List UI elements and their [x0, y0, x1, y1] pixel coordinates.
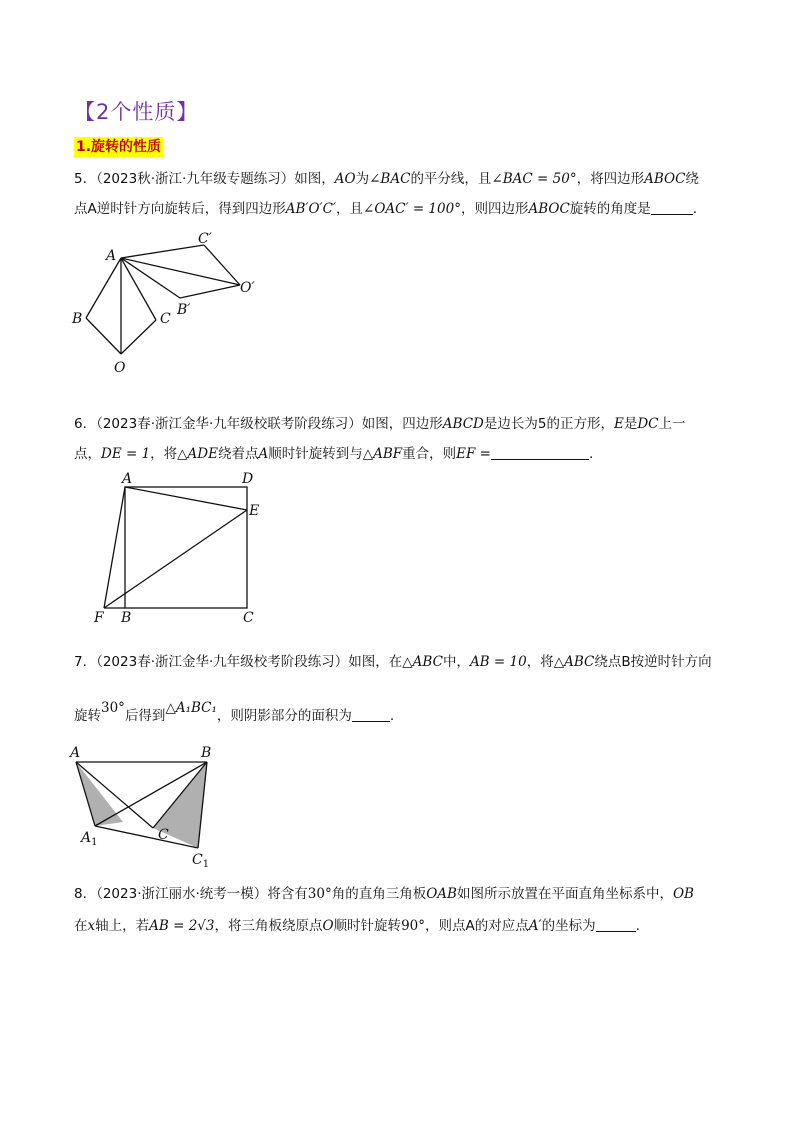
q7-label-A1: $A_1$ [81, 830, 98, 848]
q7-answer-blank[interactable] [352, 707, 390, 722]
q7-shade-left [76, 762, 123, 826]
q6-label-F: F [94, 610, 104, 626]
q8-line-1: 8．（2023·浙江丽水·统考一模）将含有30°角的直角三角板OAB如图所示放置在平面直角坐标系中，OB [74, 886, 694, 902]
q5-label-C-prime: C′ [198, 231, 212, 247]
q8-answer-blank[interactable] [596, 917, 636, 932]
subsection-heading: 1.旋转的性质 [76, 139, 162, 155]
q5-answer-blank[interactable] [651, 200, 693, 215]
q5-line-1: 5．（2023秋·浙江·九年级专题练习）如图，AO为∠BAC的平分线，且∠BAC = 50°，将四边形ABOC绕 [74, 171, 699, 187]
q6-label-D: D [242, 471, 254, 487]
q5-label-A: A [106, 248, 117, 264]
q7-figure [65, 740, 225, 868]
q5-label-O: O [114, 360, 126, 376]
q7-label-A: A [70, 745, 81, 761]
q6-figure [85, 468, 275, 628]
q6-label-E: E [249, 503, 260, 519]
q6-label-A: A [122, 471, 133, 487]
q6-label-C: C [243, 610, 254, 626]
q7-label-C1: $C_1$ [192, 852, 210, 868]
q6-answer-blank[interactable] [491, 445, 589, 460]
q6-line-1: 6．（2023春·浙江金华·九年级校联考阶段练习）如图，四边形ABCD是边长为5的正方形，E是DC上一 [74, 416, 686, 432]
q7-label-B: B [201, 745, 212, 761]
q6-label-B: B [121, 610, 132, 626]
q7-line-1: 7．（2023春·浙江金华·九年级校考阶段练习）如图，在△ABC中，AB = 10，将△ABC绕点B按逆时针方向 [74, 654, 712, 670]
q5-label-O-prime: O′ [240, 280, 255, 296]
q7-line-2: 旋转30°后得到△A₁BC₁，则阴影部分的面积为 . [74, 700, 395, 724]
q8-line-2: 在x轴上，若AB = 2√3，将三角板绕原点O顺时针旋转90°，则点A的对应点A′的坐标为 . [74, 918, 640, 934]
section-title: 【2个性质】 [74, 100, 199, 124]
q5-label-B: B [72, 311, 83, 327]
q7-label-C: C [158, 827, 169, 843]
q5-label-B-prime: B′ [177, 302, 191, 318]
q5-figure [60, 225, 280, 380]
q5-line-2: 点A逆时针方向旋转后，得到四边形AB′O′C′，且∠OAC′ = 100°，则四边形ABOC旋转的角度是 . [74, 201, 698, 217]
q6-line-2: 点，DE = 1，将△ADE绕着点A顺时针旋转到与△ABF重合，则EF = . [74, 446, 594, 462]
q5-label-C: C [160, 311, 171, 327]
